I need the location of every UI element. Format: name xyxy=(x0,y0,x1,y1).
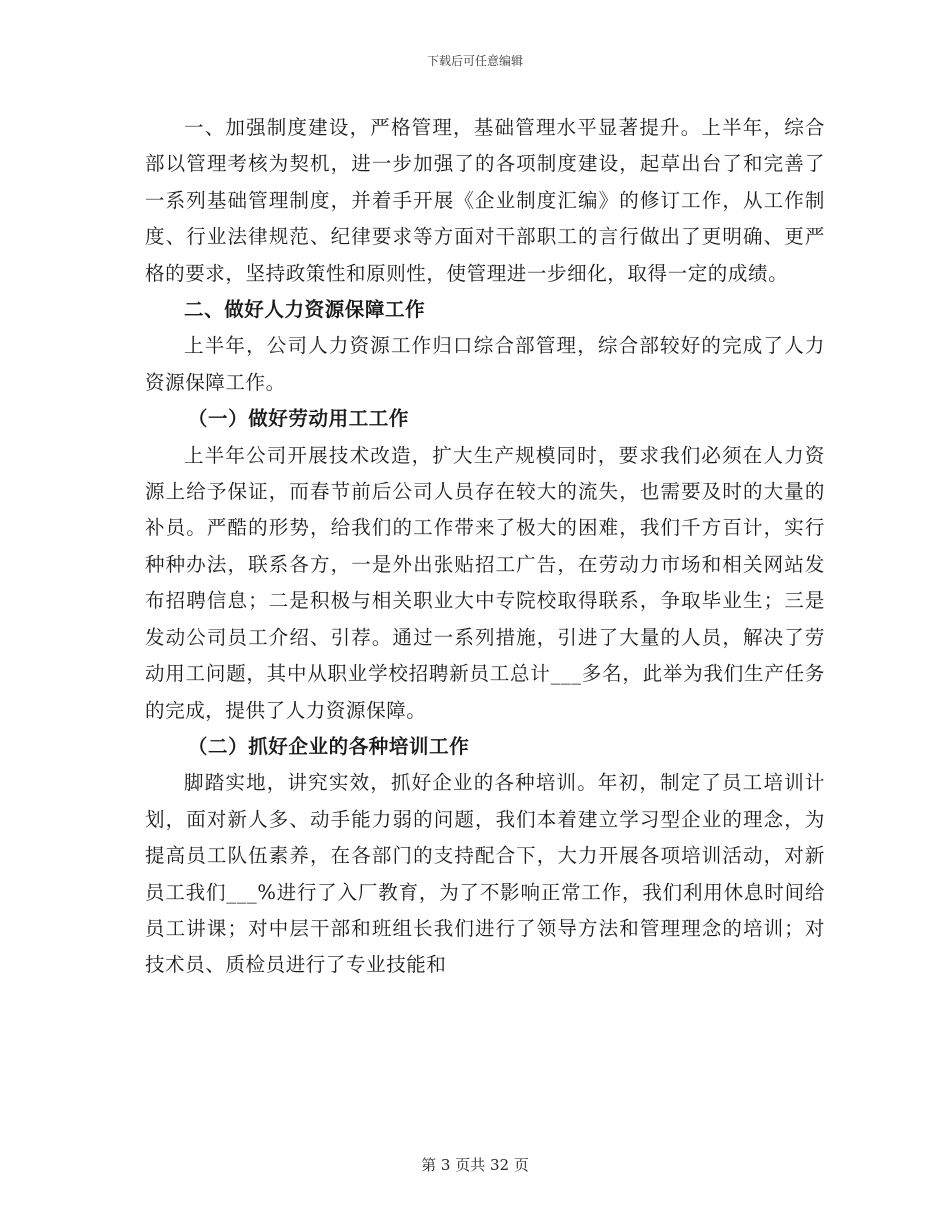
paragraph-4: 脚踏实地，讲究实效，抓好企业的各种培训。年初，制定了员工培训计划，面对新人多、动手能力弱的问题，我们本着建立学习型企业的理念，为提高员工队伍素养，在各部门的支持配合下，大力开展各项培训活动，对新员工我们___%进行了入厂教育，为了不影响正常工作，我们利用休息时间给员工讲课；对中层干部和班组长我们进行了领导方法和管理理念的培训；对技术员、质检员进行了专业技能和 xyxy=(145,771,825,977)
paragraph-3: 上半年公司开展技术改造，扩大生产规模同时，要求我们必须在人力资源上给予保证，而春节前后公司人员存在较大的流失，也需要及时的大量的补员。严酷的形势，给我们的工作带来了极大的困难，我们千方百计，实行种种办法，联系各方，一是外出张贴招工广告，在劳动力市场和相关网站发布招聘信息；二是积极与相关职业大中专院校取得联系，争取毕业生；三是发动公司员工介绍、引荐。通过一系列措施，引进了大量的人员，解决了劳动用工问题，其中从职业学校招聘新员工总计___多名，此举为我们生产任务的完成，提供了人力资源保障。 xyxy=(145,443,825,722)
subsection-heading-1: （一）做好劳动用工工作 xyxy=(187,407,409,431)
section-heading-2: 二、做好人力资源保障工作 xyxy=(184,298,426,322)
paragraph-1: 一、加强制度建设，严格管理，基础管理水平显著提升。上半年，综合部以管理考核为契机，进一步加强了的各项制度建设，起草出台了和完善了一系列基础管理制度，并着手开展《企业制度汇编》的修订工作，从工作制度、行业法律规范、纪律要求等方面对干部职工的言行做出了更明确、更严格的要求，坚持政策性和原则性，使管理进一步细化，取得一定的成绩。 xyxy=(145,116,825,285)
subsection-heading-2: （二）抓好企业的各种培训工作 xyxy=(187,734,470,758)
page-header: 下载后可任意编辑 xyxy=(426,54,523,68)
page-number: 第 3 页共 32 页 xyxy=(421,1156,529,1174)
document-body xyxy=(145,110,825,984)
paragraph-2: 上半年，公司人力资源工作归口综合部管理，综合部较好的完成了人力资源保障工作。 xyxy=(145,334,825,394)
